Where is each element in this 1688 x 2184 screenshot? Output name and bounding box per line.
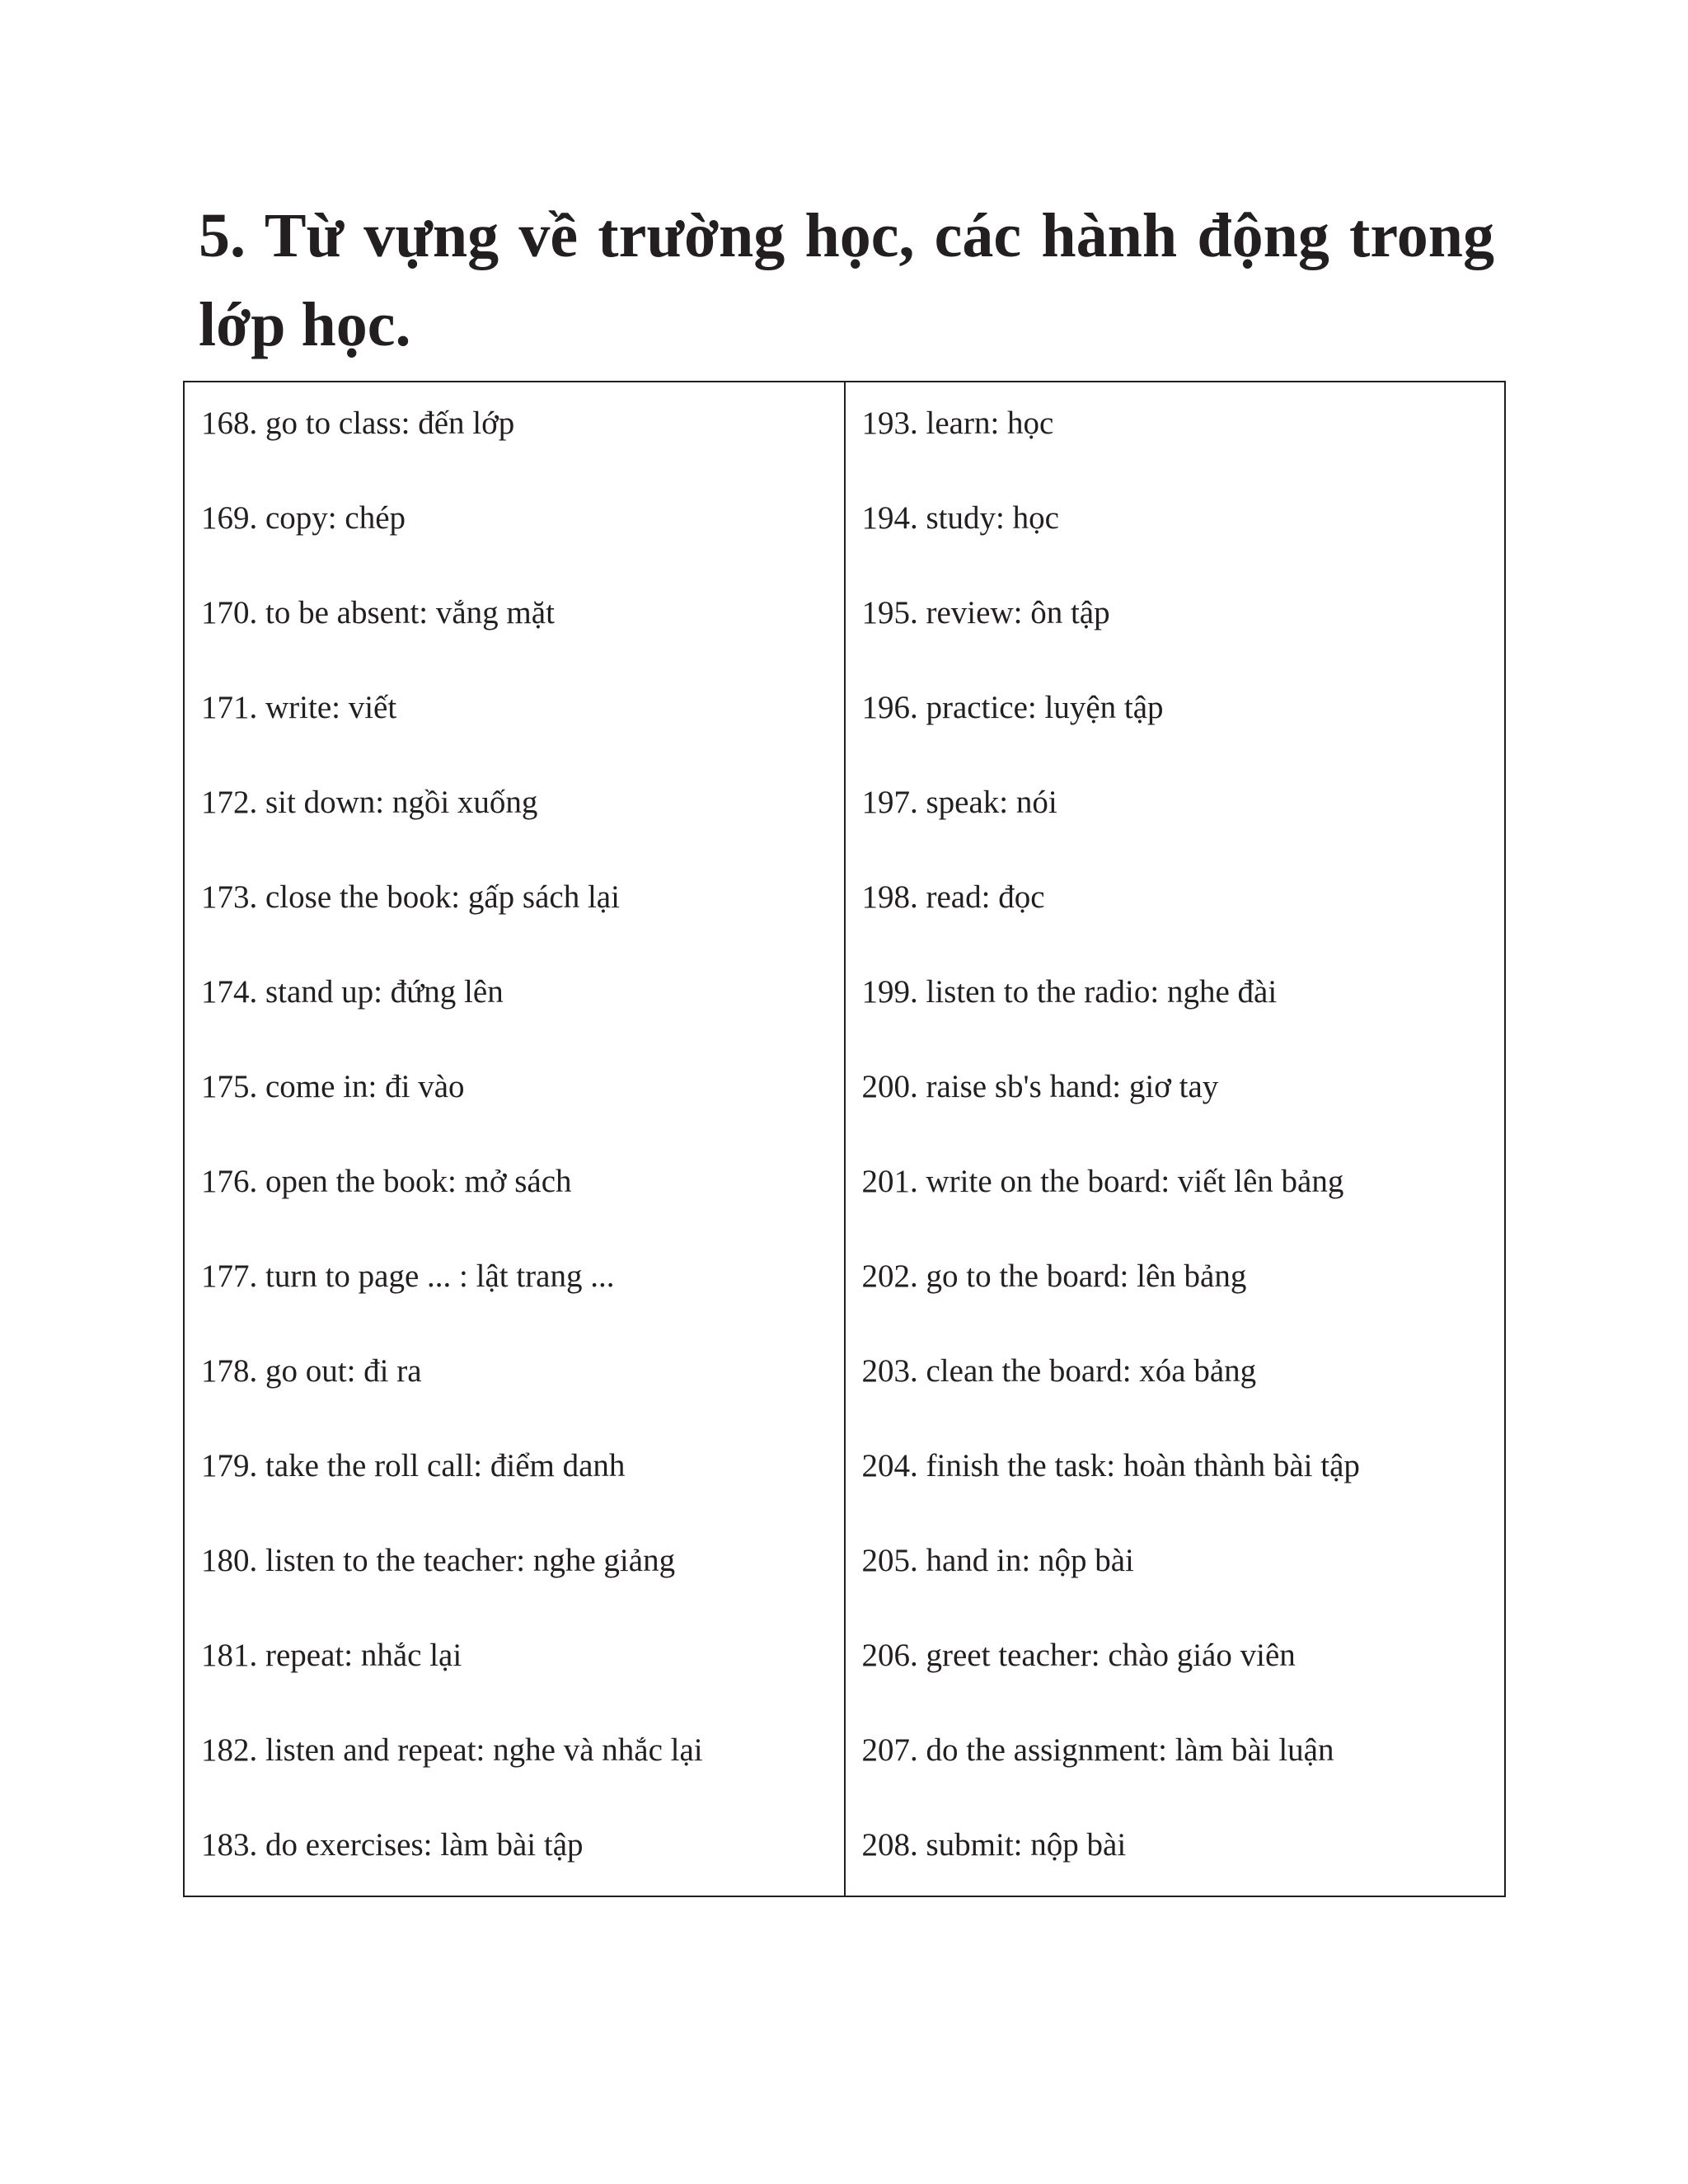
page-title: 5. Từ vựng về trường học, các hành động trong lớp học.	[199, 201, 1494, 359]
list-item: 206. greet teacher: chào giáo viên	[861, 1638, 1296, 1673]
list-item: 195. review: ôn tập	[861, 595, 1110, 630]
list-item: 204. finish the task: hoàn thành bài tập	[861, 1448, 1360, 1483]
list-item: 171. write: viết	[201, 690, 397, 725]
list-item: 196. practice: luyện tập	[861, 690, 1164, 725]
list-item: 207. do the assignment: làm bài luận	[861, 1732, 1334, 1768]
list-item: 181. repeat: nhắc lại	[201, 1638, 462, 1673]
list-item: 203. clean the board: xóa bảng	[861, 1353, 1257, 1389]
list-item: 208. submit: nộp bài	[861, 1827, 1127, 1863]
list-item: 194. study: học	[861, 500, 1059, 536]
list-item: 202. go to the board: lên bảng	[861, 1258, 1247, 1294]
vocabulary-list-right	[862, 399, 1505, 1915]
list-item: 201. write on the board: viết lên bảng	[861, 1164, 1344, 1199]
list-item: 168. go to class: đến lớp	[201, 405, 515, 441]
list-item: 198. read: đọc	[861, 879, 1045, 915]
list-item: 172. sit down: ngồi xuống	[201, 785, 538, 820]
vocabulary-list-left	[201, 399, 844, 1915]
table-column-left	[185, 382, 846, 1896]
list-item: 183. do exercises: làm bài tập	[201, 1827, 584, 1863]
list-item: 197. speak: nói	[861, 785, 1057, 820]
list-item: 193. learn: học	[861, 405, 1054, 441]
list-item: 178. go out: đi ra	[201, 1353, 422, 1389]
list-item: 176. open the book: mở sách	[201, 1164, 572, 1199]
list-item: 173. close the book: gấp sách lại	[201, 879, 620, 915]
list-item: 175. come in: đi vào	[201, 1069, 465, 1104]
list-item: 200. raise sb's hand: giơ tay	[861, 1069, 1219, 1104]
list-item: 182. listen and repeat: nghe và nhắc lại	[201, 1732, 703, 1768]
table-column-right	[846, 382, 1505, 1896]
list-item: 169. copy: chép	[201, 500, 406, 536]
list-item: 174. stand up: đứng lên	[201, 974, 504, 1010]
list-item: 170. to be absent: vắng mặt	[201, 595, 555, 630]
list-item: 205. hand in: nộp bài	[861, 1543, 1134, 1578]
vocabulary-table	[183, 381, 1506, 1897]
list-item: 180. listen to the teacher: nghe giảng	[201, 1543, 676, 1578]
list-item: 199. listen to the radio: nghe đài	[861, 974, 1278, 1010]
list-item: 179. take the roll call: điểm danh	[201, 1448, 626, 1483]
list-item: 177. turn to page ... : lật trang ...	[201, 1258, 615, 1294]
